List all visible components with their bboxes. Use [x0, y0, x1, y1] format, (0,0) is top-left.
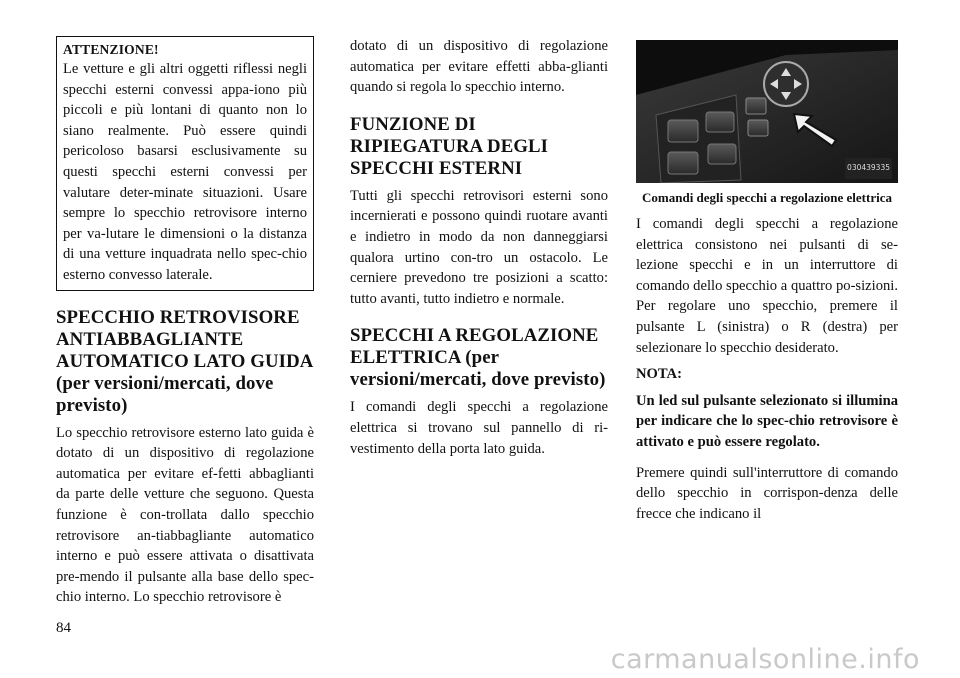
column-right — [636, 36, 898, 530]
warning-title: ATTENZIONE! — [63, 42, 159, 57]
warning-box — [56, 36, 314, 291]
figure-caption: Comandi degli specchi a regolazione elettrica — [642, 190, 892, 205]
section-text-power-mirrors: I comandi degli specchi a regolazione elettrica si trovano sul pannello di ri-vestimento della porta lato guida. — [350, 399, 608, 457]
column-left — [56, 36, 314, 614]
window-switch-icon — [706, 112, 734, 132]
note-label: NOTA: — [636, 366, 682, 383]
section-text-folding: Tutti gli specchi retrovisori esterni sono incernierati e possono quindi ruotare avanti e indietro in modo da non danneggiarsi qualora urtino con-tro un ostacolo. Le cerniere prevedono tre posizioni a scatto: tutto avanti, tutto indietro e normale. — [350, 187, 608, 307]
section-heading-power-mirrors: SPECCHI A REGOLAZIONE ELETTRICA (per versioni/mercati, dove previsto) — [350, 325, 606, 391]
window-switch-icon — [668, 152, 698, 174]
column-middle — [350, 36, 608, 465]
section-text-auto-dimming: Lo specchio retrovisore esterno lato guida è dotato di un dispositivo di regolazione automatica per evitare ef-fetti abbaglianti da parte delle vetture che seguono. Questa funzione è con-trollata dallo specchio retrovisore an-tiabbagliante automatico interno e può essere attivata o disattivata pre-mendo il pulsante alla base dello spec-chio interno. Lo specchio retrovisore è — [56, 424, 314, 606]
warning-text: Le vetture e gli altri oggetti riflessi negli specchi esterni convessi appa-iono più piccoli e più lontani di quanto non lo siano realmente. Può essere quindi pericoloso basarsi esclusivamente su questi specchi esterni convessi per valutare deter-minate situazioni. Usare sempre lo specchio retrovisore interno per va-lutare le dimensioni o la distanza di una vetture inquadrata nello spec-chio esterno convesso laterale. — [63, 61, 307, 283]
window-switch-icon — [708, 144, 736, 164]
mirror-select-right-button — [748, 120, 768, 136]
note-text: Un led sul pulsante selezionato si illumina per indicare che lo spec-chio retrovisore è attivato e può essere regolato. — [636, 392, 898, 450]
paragraph-mirror-adjust: Premere quindi sull'interruttore di comando dello specchio in corrispon-denza delle frecce che indicano il — [636, 464, 898, 522]
mirror-controls-photo — [636, 40, 898, 183]
page-number: 84 — [56, 620, 71, 636]
window-switch-icon — [668, 120, 698, 142]
figure-code: 030439335 — [845, 158, 892, 179]
paragraph-mirror-controls: I comandi degli specchi a regolazione elettrica consistono nei pulsanti di se-lezione specchi e in un interruttore di comando dello specchio a quattro po-sizioni. Per regolare uno specchio, premere il pulsante L (sinistra) o R (destra) per selezionare lo specchio desiderato. — [636, 216, 898, 356]
watermark: carmanualsonline.info — [610, 644, 920, 675]
section-heading-auto-dimming: SPECCHIO RETROVISORE ANTIABBAGLIANTE AUTOMATICO LATO GUIDA (per versioni/mercati, dove previsto) — [56, 306, 313, 416]
section-heading-folding: FUNZIONE DI RIPIEGATURA DEGLI SPECCHI ESTERNI — [350, 113, 549, 179]
section-text-auto-dimming-continued: dotato di un dispositivo di regolazione automatica per evitare effetti abba-glianti quando si regola lo specchio interno. — [350, 38, 608, 96]
mirror-select-left-button — [746, 98, 766, 114]
